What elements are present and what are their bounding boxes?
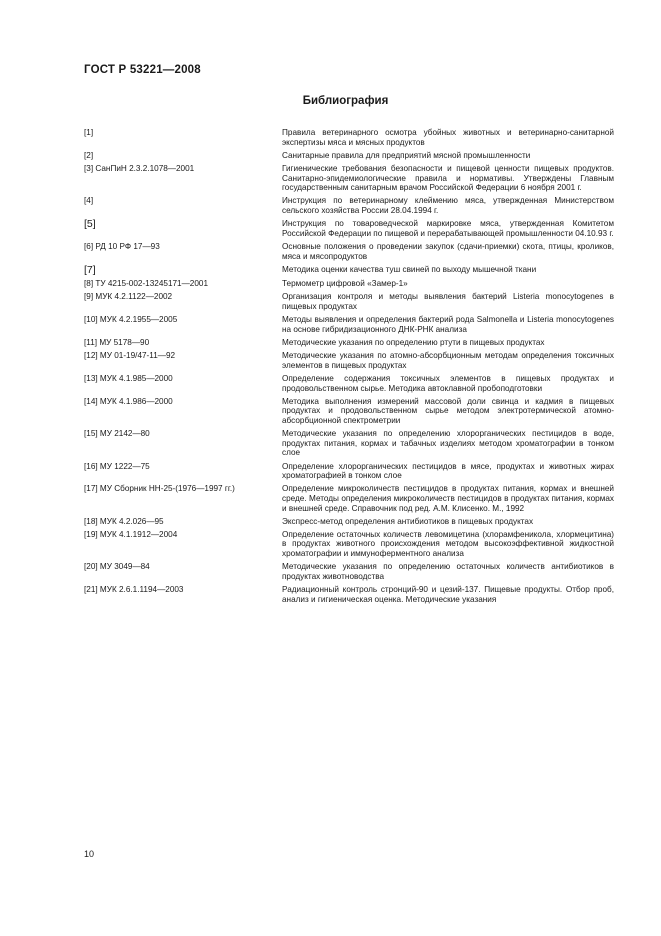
reference-number: [19] МУК 4.1.1912—2004	[84, 529, 178, 539]
reference-text: Методические указания по определению ртути в пищевых продуктах	[282, 338, 545, 348]
reference-item	[84, 315, 614, 334]
bibliography-list	[84, 128, 614, 608]
reference-number: [7]	[84, 263, 96, 276]
reference-item	[84, 151, 614, 161]
reference-item	[84, 292, 614, 311]
page-number: 10	[84, 849, 95, 859]
reference-item	[84, 562, 614, 581]
reference-number: [12] МУ 01-19/47-11—92	[84, 351, 176, 361]
reference-text: Методические указания по определению хлорорганических пестицидов в воде, продуктах питания, кормах и табачных изделиях методом хроматографии в тонком слое	[282, 429, 614, 458]
reference-item	[84, 484, 614, 513]
reference-item	[84, 279, 614, 289]
reference-number: [15] МУ 2142—80	[84, 429, 150, 439]
reference-item	[84, 128, 614, 147]
reference-text: Методика оценки качества туш свиней по выходу мышечной ткани	[282, 264, 537, 274]
reference-text: Правила ветеринарного осмотра убойных животных и ветеринарно-санитарной экспертизы мяса и мясных продуктов	[282, 128, 614, 147]
reference-number: [10] МУК 4.2.1955—2005	[84, 315, 178, 325]
reference-item	[84, 374, 614, 393]
reference-item	[84, 462, 614, 481]
reference-item	[84, 196, 614, 215]
reference-number: [9] МУК 4.2.1122—2002	[84, 292, 173, 302]
reference-item	[84, 429, 614, 458]
reference-item	[84, 164, 614, 193]
reference-text: Гигиенические требования безопасности и пищевой ценности пищевых продуктов. Санитарно-эпидемиологические правила и нормативы. Утверждены Главным государственным санитарным врачом Российской Федерации 6 ноября 2001 г.	[282, 163, 614, 193]
reference-number: [21] МУК 2.6.1.1194—2003	[84, 585, 184, 595]
reference-item	[84, 242, 614, 261]
reference-number: [2]	[84, 150, 94, 160]
reference-number: [4]	[84, 196, 94, 206]
reference-text: Определение хлорорганических пестицидов в мясе, продуктах и животных жирах хроматографией в тонком слое	[282, 461, 614, 481]
reference-text: Санитарные правила для предприятий мясной промышленности	[282, 150, 531, 160]
reference-text: Инструкция по товароведческой маркировке мяса, утвержденная Комитетом Российской Федерации по пищевой и перерабатывающей промышленности 04.10.93 г.	[282, 219, 614, 238]
reference-text: Методы выявления и определения бактерий рода Salmonella и Listeria monocytogenes на основе гибридизационного ДНК-РНК анализа	[282, 315, 614, 334]
reference-number: [3] СанПиН 2.3.2.1078—2001	[84, 163, 195, 173]
reference-number: [18] МУК 4.2.026—95	[84, 516, 164, 526]
reference-item	[84, 530, 614, 559]
reference-text: Методика выполнения измерений массовой доли свинца и кадмия в пищевых продуктах и продовольственном сырье методом электротермической атомно-абсорбционной спектрометрии	[282, 396, 614, 425]
reference-item	[84, 585, 614, 604]
reference-number: [14] МУК 4.1.986—2000	[84, 396, 173, 406]
reference-item	[84, 265, 614, 276]
reference-text: Определение остаточных количеств левомицетина (хлорамфеникола, хлормецитина) в продуктах животного происхождения методом высокоэффективной жидкостной хроматографии и иммуноферментного анализа	[282, 529, 614, 559]
reference-number: [17] МУ Сборник НН-25-(1976—1997 гг.)	[84, 484, 235, 494]
reference-text: Инструкция по ветеринарному клеймению мяса, утвержденная Министерством сельского хозяйства России 28.04.1994 г.	[282, 196, 614, 215]
reference-text: Методические указания по определению остаточных количеств антибиотиков в продуктах животноводства	[282, 562, 614, 581]
reference-number: [5]	[84, 218, 96, 231]
page-title: Библиография	[302, 95, 389, 107]
reference-item	[84, 338, 614, 348]
reference-number: [13] МУК 4.1.985—2000	[84, 374, 173, 383]
reference-number: [8] ТУ 4215-002-13245171—2001	[84, 279, 209, 289]
reference-item	[84, 517, 614, 527]
reference-number: [20] МУ 3049—84	[84, 562, 150, 572]
reference-text: Радиационный контроль стронций-90 и цезий-137. Пищевые продукты. Отбор проб, анализ и гигиеническая оценка. Методические указания	[282, 585, 614, 604]
reference-number: [1]	[84, 128, 94, 137]
reference-text: Экспресс-метод определения антибиотиков в пищевых продуктах	[282, 516, 534, 526]
reference-text: Основные положения о проведении закупок (сдачи-приемки) скота, птицы, кроликов, мяса и мясопродуктов	[282, 241, 614, 261]
reference-number: [16] МУ 1222—75	[84, 461, 150, 471]
reference-text: Методические указания по атомно-абсорбционным методам определения токсичных элементов в пищевых продуктах	[282, 351, 614, 370]
reference-number: [6] РД 10 РФ 17—93	[84, 241, 160, 251]
reference-text: Термометр цифровой «Замер-1»	[282, 279, 408, 289]
reference-text: Организация контроля и методы выявления бактерий Listeria monocytogenes в пищевых продуктах	[282, 292, 614, 312]
reference-text: Определение содержания токсичных элементов в пищевых продуктах и продовольственном сырье. Методика автоклавной пробоподготовки	[282, 374, 614, 393]
reference-number: [11] МУ 5178—90	[84, 338, 150, 348]
document-header: ГОСТ Р 53221—2008	[84, 64, 201, 76]
reference-text: Определение микроколичеств пестицидов в продуктах питания, кормах и внешней среде. Методы определения микроколичеств пестицидов в продуктах питания, кормах и внешней среде. Справочник под ред. А.М. Клисенко. М., 1992	[282, 484, 614, 513]
reference-item	[84, 351, 614, 370]
reference-item	[84, 219, 614, 238]
reference-item	[84, 397, 614, 426]
